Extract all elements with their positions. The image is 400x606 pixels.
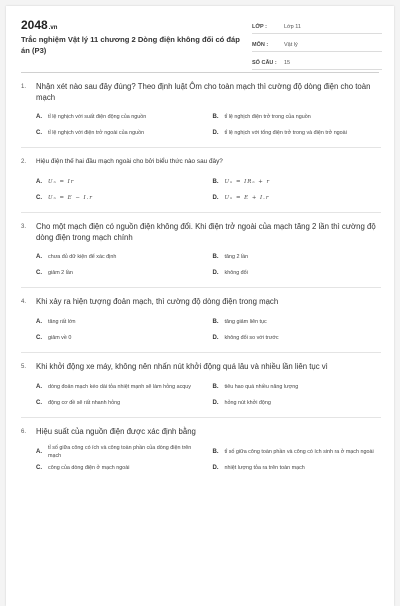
meta-row-class	[252, 20, 382, 34]
option-text: tăng 2 lần	[224, 254, 249, 260]
header-divider	[21, 72, 379, 73]
option-text: giảm 2 lần	[48, 270, 73, 276]
question-number: 5.	[21, 364, 27, 370]
option-label: B.	[212, 179, 219, 185]
option-text: tỉ số giữa công có ích và công toàn phần của dòng điện trên mạch	[48, 445, 192, 459]
option-label: A.	[36, 114, 42, 120]
option-text: tỉ số giữa công toàn phần và công có ích sinh ra ở mạch ngoài	[224, 449, 374, 455]
option-text: tỉ lệ nghịch điện trở trong của nguồn	[224, 114, 311, 120]
option-text: công của dòng điện ở mạch ngoài	[48, 465, 130, 471]
option-label: C.	[36, 195, 42, 201]
site-logo[interactable]	[21, 18, 57, 32]
question-divider	[21, 287, 381, 288]
option-label: A.	[36, 319, 42, 325]
option-text: giảm về 0	[48, 335, 72, 341]
option-a[interactable]	[36, 314, 205, 330]
option-text: không đổi so với trước	[224, 335, 279, 341]
question-text: Khi xảy ra hiện tượng đoản mạch, thì cường độ dòng điện trong mạch	[36, 297, 279, 306]
option-d[interactable]	[213, 460, 382, 476]
document-meta	[252, 20, 382, 74]
question-text: Khi khởi động xe máy, không nên nhấn nút khởi động quá lâu và nhiều lần liên tục vì	[36, 362, 328, 371]
option-c[interactable]	[36, 460, 205, 476]
document-title: Trắc nghiệm Vật lý 11 chương 2 Dòng điện không đổi có đáp án (P3)	[21, 35, 240, 55]
question-divider	[21, 352, 381, 353]
question-6	[21, 426, 381, 476]
option-b[interactable]	[213, 249, 382, 265]
option-label: A.	[36, 254, 42, 260]
option-label: B.	[212, 449, 219, 455]
question-number: 3.	[21, 224, 27, 230]
option-text: tỉ lệ nghịch với tổng điện trở trong và điện trở ngoài	[224, 130, 347, 136]
meta-key: LỚP :	[252, 23, 267, 30]
option-b[interactable]	[213, 109, 382, 125]
option-label: A.	[36, 384, 42, 390]
option-a[interactable]	[36, 109, 205, 125]
option-text: chưa đủ dữ kiện để xác định	[48, 254, 117, 260]
option-a[interactable]	[36, 444, 205, 460]
meta-key: SỐ CÂU :	[252, 59, 277, 66]
option-text: động cơ đề sẽ rất nhanh hỏng	[48, 400, 121, 406]
option-label: D.	[212, 400, 219, 406]
option-label: B.	[212, 319, 219, 325]
option-b[interactable]	[213, 314, 382, 330]
option-a[interactable]	[36, 174, 205, 190]
option-label: D.	[212, 465, 219, 471]
option-label: C.	[36, 270, 42, 276]
option-label: C.	[36, 335, 42, 341]
option-label: D.	[212, 335, 219, 341]
question-text: Nhận xét nào sau đây đúng? Theo định luật Ôm cho toàn mạch thì cường độ dòng điện cho toàn mạch	[36, 82, 371, 102]
question-list	[21, 81, 381, 482]
question-5	[21, 361, 381, 411]
option-text: tỉ lệ nghịch với điện trở ngoài của nguồn	[48, 130, 145, 136]
option-label: B.	[212, 254, 219, 260]
question-number: 4.	[21, 299, 27, 305]
option-a[interactable]	[36, 379, 205, 395]
option-label: D.	[212, 195, 219, 201]
option-formula: Uₙ = E + I.r	[224, 195, 270, 201]
question-number: 2.	[21, 159, 27, 165]
option-b[interactable]	[213, 379, 382, 395]
option-label: C.	[36, 465, 42, 471]
question-2	[21, 156, 381, 206]
option-label: D.	[212, 270, 219, 276]
option-d[interactable]	[213, 395, 382, 411]
option-label: C.	[36, 130, 42, 136]
option-formula: Uₙ = IRₙ + r	[224, 179, 271, 185]
option-b[interactable]	[213, 174, 382, 190]
meta-row-count	[252, 56, 382, 70]
option-text: tăng rất lớn	[48, 319, 76, 325]
option-a[interactable]	[36, 249, 205, 265]
question-text: Cho một mạch điện có nguồn điện không đổi. Khi điện trở ngoài của mạch tăng 2 lần thì cường độ dòng điện trong mạch chính	[36, 222, 376, 242]
option-c[interactable]	[36, 125, 205, 141]
option-c[interactable]	[36, 265, 205, 281]
option-d[interactable]	[213, 190, 382, 206]
option-label: A.	[36, 449, 42, 455]
question-text: Hiệu điện thế hai đầu mạch ngoài cho bởi biểu thức nào sau đây?	[36, 158, 223, 165]
logo-text: 2048	[21, 18, 48, 32]
meta-row-subject	[252, 38, 382, 52]
option-formula: Uₙ = Ir	[48, 179, 75, 185]
option-text: dòng đoản mạch kéo dài tỏa nhiệt mạnh sẽ làm hỏng acquy	[48, 384, 191, 390]
option-label: A.	[36, 179, 42, 185]
meta-value: Lớp 11	[284, 23, 301, 30]
option-c[interactable]	[36, 395, 205, 411]
question-divider	[21, 212, 381, 213]
option-c[interactable]	[36, 330, 205, 346]
option-text: tiêu hao quá nhiều năng lượng	[224, 384, 299, 390]
question-text: Hiệu suất của nguồn điện được xác định bằng	[36, 427, 196, 436]
option-label: B.	[212, 114, 219, 120]
option-label: C.	[36, 400, 42, 406]
option-label: D.	[212, 130, 219, 136]
option-text: hỏng nút khởi động	[224, 400, 271, 406]
question-divider	[21, 147, 381, 148]
option-b[interactable]	[213, 444, 382, 460]
document-header	[6, 6, 394, 68]
option-text: tăng giảm liên tục	[224, 319, 267, 325]
logo-ext: .vn	[48, 25, 58, 31]
option-d[interactable]	[213, 330, 382, 346]
option-c[interactable]	[36, 190, 205, 206]
option-text: tỉ lệ nghịch với suất điện động của nguồn	[48, 114, 147, 120]
question-4	[21, 296, 381, 346]
option-label: B.	[212, 384, 219, 390]
option-formula: Uₙ = E − I.r	[48, 195, 93, 201]
question-divider	[21, 417, 381, 418]
question-1	[21, 81, 381, 141]
question-number: 1.	[21, 84, 27, 90]
question-3	[21, 221, 381, 281]
meta-key: MÔN :	[252, 41, 269, 48]
option-d[interactable]	[213, 265, 382, 281]
option-text: không đổi	[224, 270, 248, 276]
meta-value: Vật lý	[284, 41, 298, 48]
question-number: 6.	[21, 429, 27, 435]
option-d[interactable]	[213, 125, 382, 141]
meta-value: 15	[284, 59, 291, 66]
option-text: nhiệt lượng tỏa ra trên toàn mạch	[224, 465, 305, 471]
document-page	[6, 6, 394, 606]
